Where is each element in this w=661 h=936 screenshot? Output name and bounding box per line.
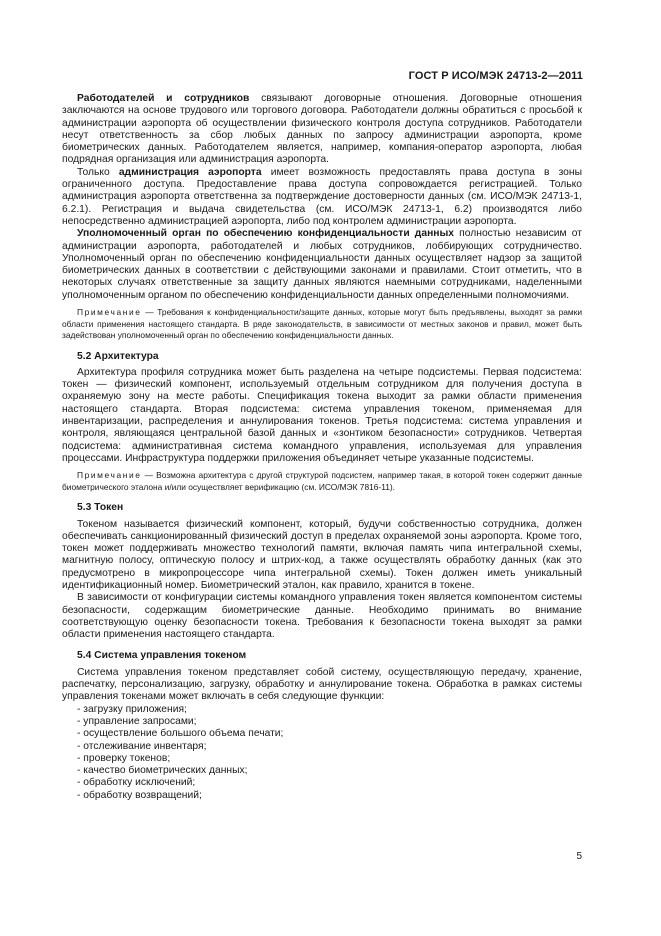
note-label: Примечание (77, 307, 142, 318)
list-item: - обработку возвращений; (77, 789, 202, 801)
paragraph-employers (62, 93, 582, 167)
paragraph-text: связывают договорные отношения. Договорные отношения заключаются на основе трудового или торгового договора. Работодатели должны обратиться с просьбой к администрации аэропорта об осуществлении физического контроля доступа сотрудников. Работодатели несут ответственность за сбор любых данных по запросу администрации аэропорта, кроме биометрических данных. Работодателем является, например, компания-оператор аэропорта, любая подрядная организация или администрация аэропорта. (62, 93, 582, 166)
list-item: - управление запросами; (77, 715, 197, 727)
document-header: ГОСТ Р ИСО/МЭК 24713-2—2011 (408, 70, 583, 82)
list-item: - загрузку приложения; (77, 703, 187, 715)
document-body (62, 93, 582, 802)
paragraph-token-management: Система управления токеном представляет собой систему, осуществляющую передачу, хранение, распечатку, персонализацию, загрузку, обработку и аннулирование токена. Обработка в рамках системы управления токенами может включать в себя следующие функции: (62, 666, 582, 703)
section-heading-token: 5.3 Токен (77, 502, 124, 514)
list-item: - проверку токенов; (77, 752, 171, 764)
function-list (62, 704, 582, 802)
paragraph-architecture: Архитектура профиля сотрудника может быть разделена на четыре подсистемы. Первая подсистема: токен — физический компонент, используемый отдельным сотрудником для получения доступа в охраняемую зону на месте работы. Спецификация токена выходит за рамки области применения настоящего стандарта. Вторая подсистема: система управления токеном, применяемая для инвентаризации, распределения и аннулирования токенов. Третья подсистема: система управления и контроля, являющаяся центральной базой данных и «зонтиком безопасности» сотрудников. Четвертая подсистема: административная система командного управления, используемая для управления процессами. Инфраструктура поддержки приложения объединяет четыре указанные подсистемы. (62, 366, 582, 464)
term-privacy-authority: Уполномоченный орган по обеспечению конфиденциальности данных (77, 228, 455, 240)
list-item: - обработку исключений; (77, 777, 196, 789)
list-item: - качество биометрических данных; (77, 765, 248, 777)
note-privacy (62, 307, 582, 342)
note-architecture (62, 470, 582, 493)
paragraph-privacy-authority (62, 228, 582, 302)
list-item: - осуществление большого объема печати; (77, 728, 284, 740)
paragraph-token-2: В зависимости от конфигурации системы командного управления токен является компонентом системы безопасности, содержащим биометрические данные. Необходимо принимать во внимание соответствующую оценку безопасности токена. Требования к безопасности токена выходят за рамки области применения настоящего стандарта. (62, 592, 582, 641)
note-text: — Требования к конфиденциальности/защите данных, которые могут быть предъявлены, выходят за рамки области применения настоящего стандарта. В ряде законодательств, в зависимости от местных законов и правил, может быть задействован уполномоченный орган по обеспечению конфиденциальности данных. (62, 307, 582, 341)
section-heading-token-management: 5.4 Система управления токеном (77, 650, 247, 662)
paragraph-prefix: Только (77, 166, 119, 178)
term-employers: Работодателей и сотрудников (77, 93, 250, 104)
page-number: 5 (576, 851, 582, 862)
note-text: — Возможна архитектура с другой структурой подсистем, например такая, в которой токен содержит данные биометрического эталона и/или осуществляет верификацию (см. ИСО/МЭК 7816-11). (62, 470, 582, 492)
paragraph-text: имеет возможность предоставлять права доступа в зоны ограниченного доступа. Предоставление права доступа сопровождается регистрацией. Только администрация аэропорта ответственна за подтверждение достоверности данных (см. ИСО/МЭК 24713-1, 6.2.1). Регистрация и выдача свидетельства (см. ИСО/МЭК 24713-1, 6.2) производятся либо непосредственно администрацией аэропорта, либо под контролем администрации аэропорта. (62, 166, 582, 227)
term-airport-admin: администрация аэропорта (118, 166, 262, 178)
paragraph-airport-admin (62, 167, 582, 228)
section-heading-architecture: 5.2 Архитектура (77, 350, 159, 362)
paragraph-token-1: Токеном называется физический компонент, который, будучи собственностью сотрудника, должен обеспечивать санкционированный физический доступ в пределах охраняемой зоны аэропорта. Кроме того, токен может поддерживать множество технологий памяти, включая память чипа интегральной схемы, магнитную полосу, оптическую полосу и штрих-код, а также осуществлять обработку данных (как это предусмотрено в микропроцессоре чипа интегральной схемы). Токен должен иметь уникальный идентификационный номер. Биометрический эталон, как правило, хранится в токене. (62, 518, 582, 591)
note-label: Примечание (77, 470, 142, 481)
paragraph-text: полностью независим от администрации аэропорта, работодателей и любых сотрудников, лоббирующих сотрудничество. Уполномоченный орган по обеспечению конфиденциальности данных осуществляет надзор за защитой биометрических данных в соответствии с действующими законами и правилами. Стоит отметить, что в некоторых случаях ответственные за защиту данных являются наемными сотрудниками, наделенными уполномоченным органом по обеспечению конфиденциальности данных определенными полномочиями. (62, 228, 582, 301)
list-item: - отслеживание инвентаря; (77, 740, 207, 752)
